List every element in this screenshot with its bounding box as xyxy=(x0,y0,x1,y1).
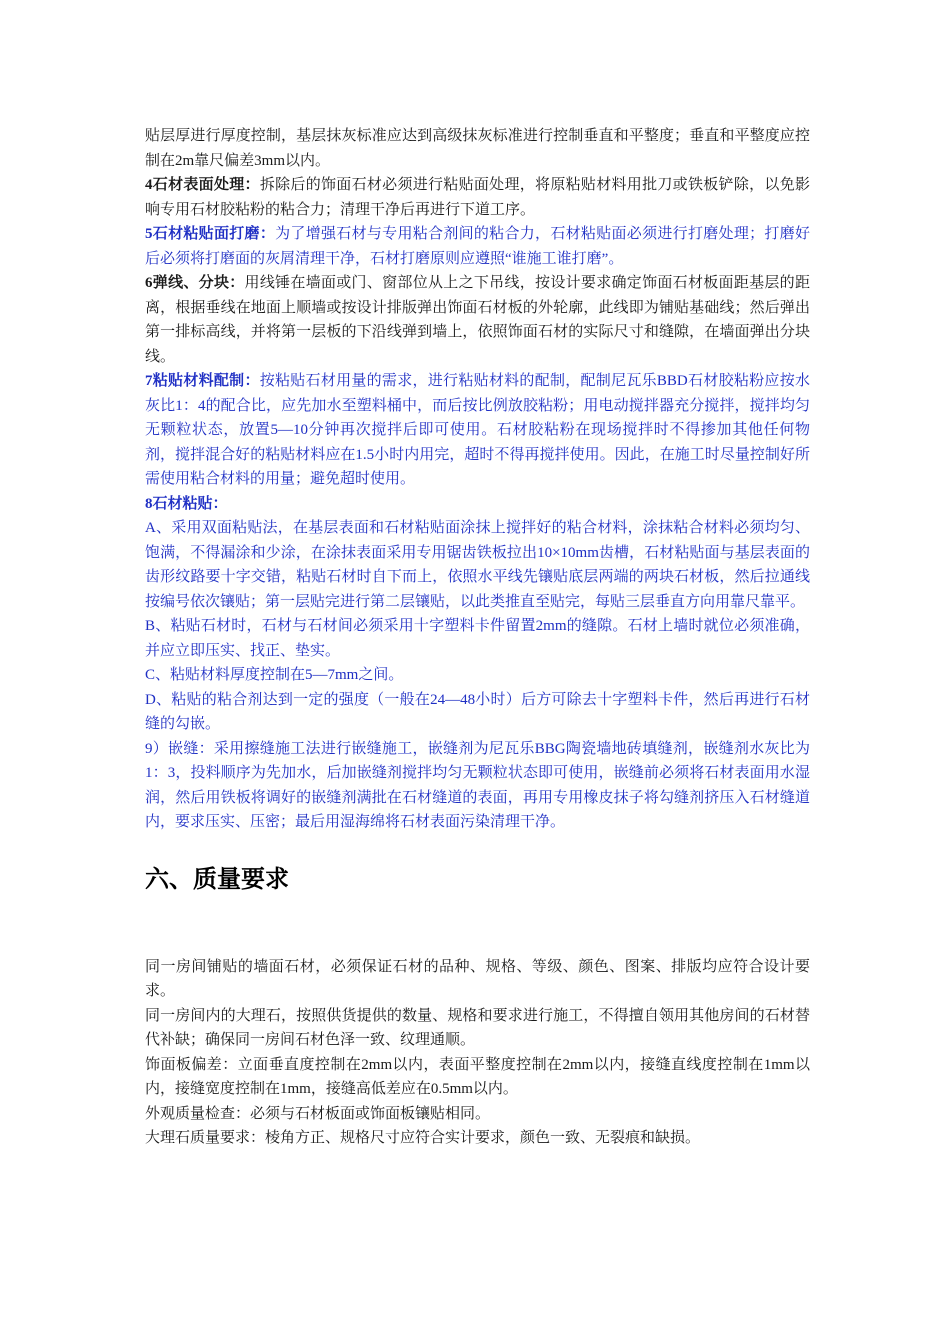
document-page xyxy=(145,124,810,1151)
quality-item: 同一房间铺贴的墙面石材，必须保证石材的品种、规格、等级、颜色、图案、排版均应符合设计要求。 xyxy=(145,958,810,999)
quality-item: 大理石质量要求：棱角方正、规格尺寸应符合实计要求，颜色一致、无裂痕和缺损。 xyxy=(145,1130,701,1146)
step-8-item-a: A、采用双面粘贴法，在基层表面和石材粘贴面涂抹上搅拌好的粘合材料，涂抹粘合材料必须均匀、饱满，不得漏涂和少涂，在涂抹表面采用专用锯齿铁板拉出10×10mm齿槽，石材粘贴面与基层表面的齿形纹路要十字交错，粘贴石材时自下而上，依照水平线先镶贴底层两端的两块石材板，然后拉通线按编号依次镶贴；第一层贴完进行第二层镶贴，以此类推直至贴完，每贴三层垂直方向用靠尺靠平。 xyxy=(145,520,810,610)
step-4-title: 4石材表面处理： xyxy=(145,177,260,193)
step-4-body: 拆除后的饰面石材必须进行粘贴面处理，将原粘贴材料用批刀或铁板铲除，以免影响专用石材胶粘粉的粘合力；清理干净后再进行下道工序。 xyxy=(145,177,810,218)
step-8-item-b: B、粘贴石材时，石材与石材间必须采用十字塑料卡件留置2mm的缝隙。石材上墙时就位必须准确，并应立即压实、找正、垫实。 xyxy=(145,618,810,659)
quality-item: 外观质量检查：必须与石材板面或饰面板镶贴相同。 xyxy=(145,1105,491,1122)
step-8-item-d: D、粘贴的粘合剂达到一定的强度（一般在24—48小时）后方可除去十字塑料卡件，然后再进行石材缝的勾嵌。 xyxy=(145,691,810,732)
step-8-item-c: C、粘贴材料厚度控制在5—7mm之间。 xyxy=(145,667,404,683)
section-heading-quality: 六、质量要求 xyxy=(145,866,289,893)
heading-spacer xyxy=(145,897,810,955)
step-4-paragraph xyxy=(145,173,810,222)
step-5-title: 5石材粘贴面打磨： xyxy=(145,226,276,242)
step-5-paragraph xyxy=(145,222,810,271)
step-6-body: 用线锤在墙面或门、窗部位从上之下吊线，按设计要求确定饰面石材板面距基层的距离，根据垂线在地面上顺墙或按设计排版弹出饰面石材板的外轮廓，此线即为铺贴基础线；然后弹出第一排标高线，并将第一层板的下沿线弹到墙上，依照饰面石材的实际尺寸和缝隙，在墙面弹出分块线。 xyxy=(145,275,810,365)
step-5-body: 为了增强石材与专用粘合剂间的粘合力，石材粘贴面必须进行打磨处理；打磨好后必须将打磨面的灰屑清理干净，石材打磨原则应遵照“谁施工谁打磨”。 xyxy=(145,226,810,267)
step-7-body: 按粘贴石材用量的需求，进行粘贴材料的配制，配制尼瓦乐BBD石材胶粘粉应按水灰比1：4的配合比，应先加水至塑料桶中，而后按比例放胶粘粉；用电动搅拌器充分搅拌，搅拌均匀无颗粒状态，放置5—10分钟再次搅拌后即可使用。石材胶粘粉在现场搅拌时不得掺加其他任何物剂，搅拌混合好的粘贴材料应在1.5小时内用完，超时不得再搅拌使用。因此，在施工时尽量控制好所需使用粘合材料的用量；避免超时使用。 xyxy=(145,373,810,487)
quality-item: 饰面板偏差：立面垂直度控制在2mm以内，表面平整度控制在2mm以内，接缝直线度控制在1mm以内，接缝宽度控制在1mm，接缝高低差应在0.5mm以内。 xyxy=(145,1056,810,1097)
step-7-paragraph xyxy=(145,369,810,492)
quality-item: 同一房间内的大理石，按照供货提供的数量、规格和要求进行施工，不得擅自领用其他房间的石材替代补缺；确保同一房间石材色泽一致、纹理通顺。 xyxy=(145,1007,810,1048)
step-7-title: 7粘贴材料配制： xyxy=(145,373,260,389)
step-6-paragraph xyxy=(145,271,810,369)
step-9-paragraph: 9）嵌缝：采用擦缝施工法进行嵌缝施工，嵌缝剂为尼瓦乐BBG陶瓷墙地砖填缝剂，嵌缝剂水灰比为1：3，投料顺序为先加水，后加嵌缝剂搅拌均匀无颗粒状态即可使用，嵌缝前必须将石材表面用水湿润，然后用铁板将调好的嵌缝剂满批在石材缝道的表面，再用专用橡皮抹子将勾缝剂挤压入石材缝道内，要求压实、压密；最后用湿海绵将石材表面污染清理干净。 xyxy=(145,740,810,830)
paragraph-continued: 贴层厚进行厚度控制，基层抹灰标准应达到高级抹灰标准进行控制垂直和平整度；垂直和平整度应控制在2m靠尺偏差3mm以内。 xyxy=(145,128,810,169)
step-8-title: 8石材粘贴： xyxy=(145,495,228,512)
step-6-title: 6弹线、分块： xyxy=(145,275,245,291)
